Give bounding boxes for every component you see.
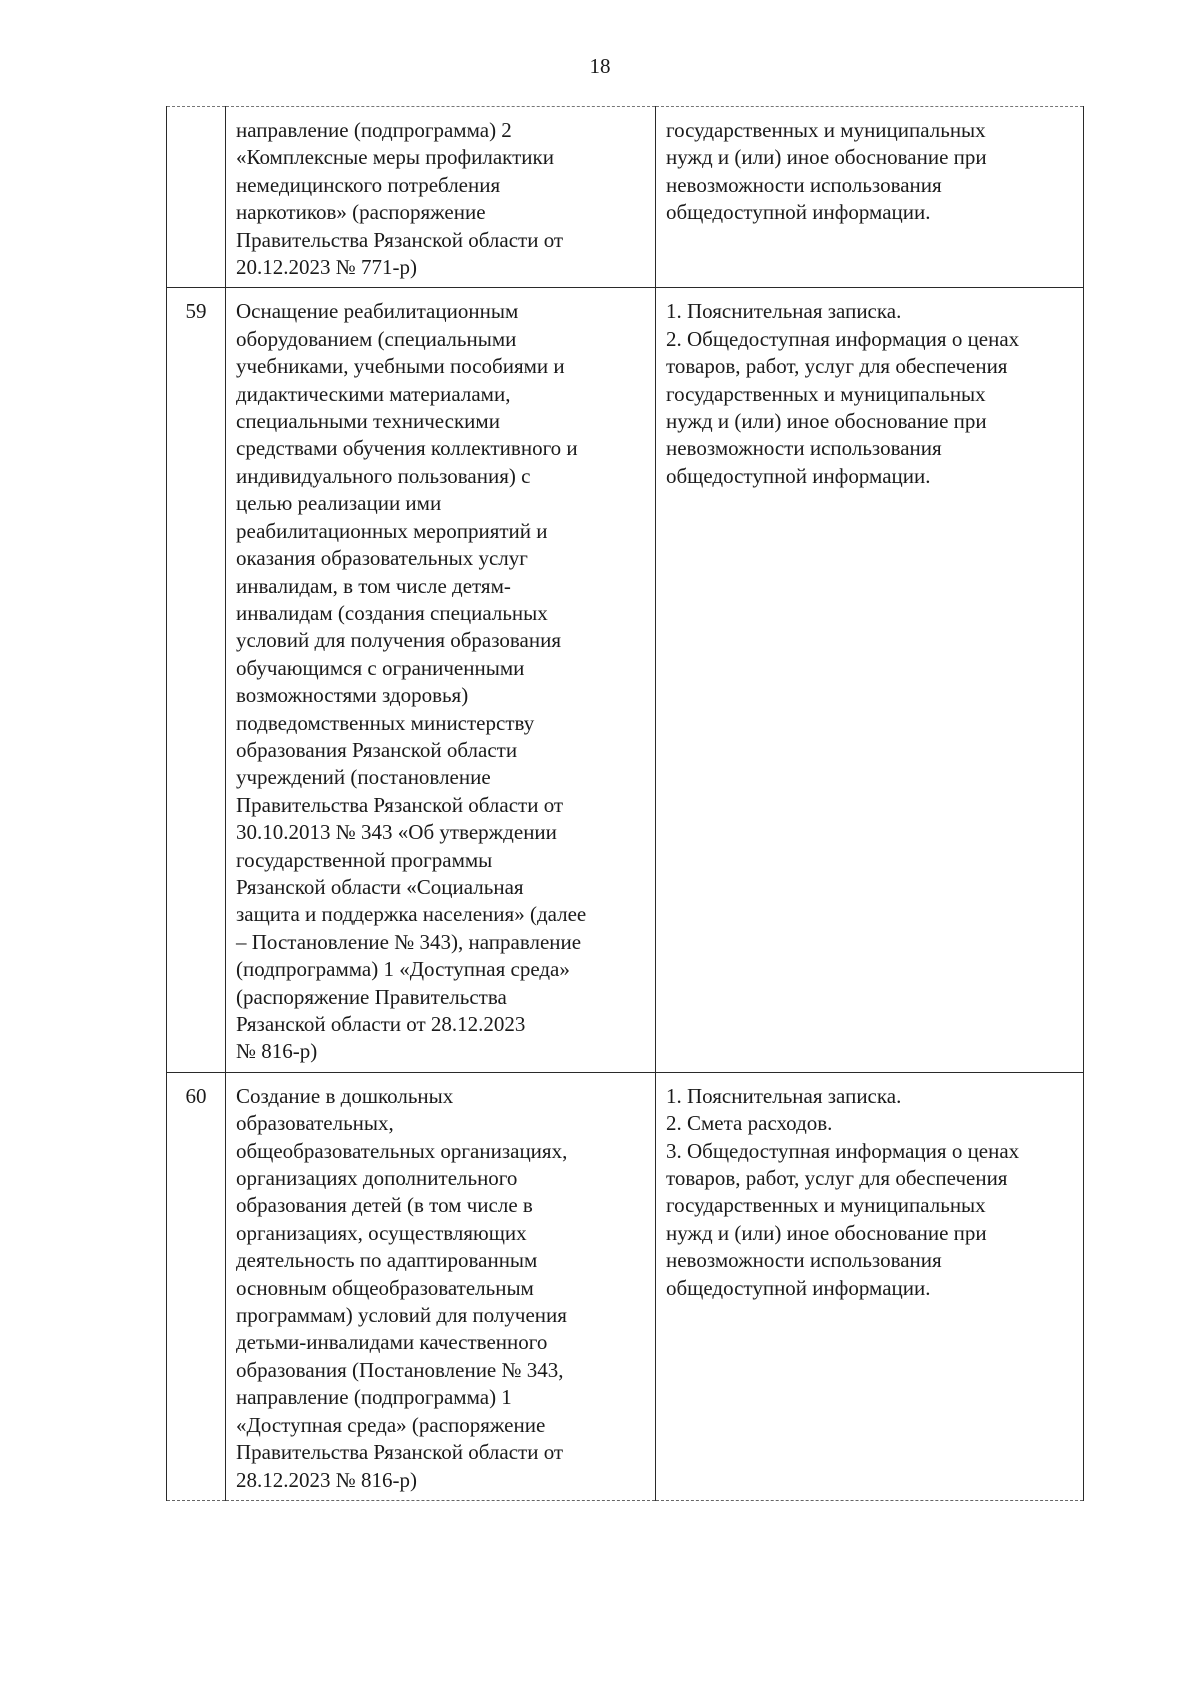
measure-name-line: средствами обучения коллективного и <box>236 436 578 461</box>
documents-line: 3. Общедоступная информация о ценах <box>666 1138 1020 1163</box>
measure-name-line: образования Рязанской области <box>236 737 518 762</box>
measure-name-line: Рязанской области от 28.12.2023 <box>236 1012 526 1036</box>
measure-name-line: основным общеобразовательным <box>236 1275 534 1300</box>
measure-name-line: образовательных, <box>236 1111 394 1136</box>
documents-cell <box>656 288 1084 1072</box>
documents-line: невозможности использования <box>666 1248 942 1273</box>
documents-line: государственных и муниципальных <box>666 381 986 406</box>
measure-name-line: детьми-инвалидами качественного <box>236 1330 548 1355</box>
row-number: 59 <box>167 288 226 1072</box>
documents-line: 2. Общедоступная информация о ценах <box>666 326 1020 351</box>
measure-name-line: деятельность по адаптированным <box>236 1248 538 1273</box>
documents-cell <box>656 1072 1084 1500</box>
measure-name-line: (подпрограмма) 1 «Доступная среда» <box>236 957 570 982</box>
measure-name-line: дидактическими материалами, <box>236 381 511 406</box>
documents-line: невозможности использования <box>666 172 942 197</box>
measure-name-line: индивидуального пользования) с <box>236 463 531 488</box>
measure-name-line: учебниками, учебными пособиями и <box>236 354 565 379</box>
documents-line: товаров, работ, услуг для обеспечения <box>666 1166 1008 1191</box>
measure-name-line: оборудованием (специальными <box>236 326 517 351</box>
measure-name-line: возможностями здоровья) <box>236 683 469 708</box>
measure-name-line: наркотиков» (распоряжение <box>236 200 486 225</box>
documents-line: общедоступной информации. <box>666 1275 931 1300</box>
requirements-table <box>166 106 1084 1501</box>
measure-name-line: «Комплексные меры профилактики <box>236 145 554 170</box>
measure-name-line: образования (Постановление № 343, <box>236 1357 564 1382</box>
documents-line: государственных и муниципальных <box>666 1193 986 1218</box>
measure-name-line: 20.12.2023 № 771-р) <box>236 255 418 280</box>
measure-name-line: – Постановление № 343), направление <box>236 929 582 954</box>
row-number <box>167 107 226 288</box>
documents-cell <box>656 107 1084 288</box>
measure-name-line: образования детей (в том числе в <box>236 1193 533 1218</box>
measure-name-line: 30.10.2013 № 343 «Об утверждении <box>236 820 557 845</box>
documents-line: нужд и (или) иное обоснование при <box>666 145 987 170</box>
measure-name-line: условий для получения образования <box>236 628 561 653</box>
measure-name-line: общеобразовательных организациях, <box>236 1138 568 1163</box>
documents-line: 1. Пояснительная записка. <box>666 299 902 324</box>
measure-name-line: Оснащение реабилитационным <box>236 299 519 324</box>
measure-name-line: № 816-р) <box>236 1039 318 1064</box>
measure-name-line: государственной программы <box>236 847 493 872</box>
documents-line: нужд и (или) иное обоснование при <box>666 1220 987 1245</box>
documents-line: государственных и муниципальных <box>666 118 986 142</box>
measure-name-line: реабилитационных мероприятий и <box>236 518 548 543</box>
table-row <box>167 288 1084 1072</box>
measure-name-line: Рязанской области «Социальная <box>236 874 524 899</box>
measure-name-line: организациях, осуществляющих <box>236 1220 527 1245</box>
measure-name-line: инвалидам, в том числе детям- <box>236 573 511 598</box>
table-row <box>167 107 1084 288</box>
measure-name-line: «Доступная среда» (распоряжение <box>236 1412 546 1437</box>
measure-name-line: организациях дополнительного <box>236 1166 518 1191</box>
measure-name-line: оказания образовательных услуг <box>236 546 528 571</box>
measure-name-line: специальными техническими <box>236 409 500 434</box>
measure-name-line: учреждений (постановление <box>236 765 491 790</box>
measure-name-cell <box>226 288 656 1072</box>
documents-line: невозможности использования <box>666 436 942 461</box>
measure-name-line: направление (подпрограмма) 2 <box>236 118 512 142</box>
measure-name-line: Правительства Рязанской области от <box>236 1440 564 1465</box>
measure-name-line: (распоряжение Правительства <box>236 984 507 1009</box>
documents-line: 2. Смета расходов. <box>666 1111 833 1136</box>
measure-name-line: Создание в дошкольных <box>236 1083 454 1108</box>
measure-name-line: подведомственных министерству <box>236 710 535 735</box>
documents-line: общедоступной информации. <box>666 463 931 488</box>
measure-name-line: защита и поддержка населения» (далее <box>236 902 587 927</box>
measure-name-line: Правительства Рязанской области от <box>236 792 564 817</box>
documents-line: товаров, работ, услуг для обеспечения <box>666 354 1008 379</box>
measure-name-line: немедицинского потребления <box>236 172 501 197</box>
documents-line: общедоступной информации. <box>666 200 931 225</box>
row-number: 60 <box>167 1072 226 1500</box>
measure-name-line: Правительства Рязанской области от <box>236 227 564 252</box>
measure-name-line: программам) условий для получения <box>236 1303 567 1328</box>
documents-line: 1. Пояснительная записка. <box>666 1083 902 1108</box>
table-row <box>167 1072 1084 1500</box>
measure-name-line: направление (подпрограмма) 1 <box>236 1385 512 1410</box>
measure-name-line: целью реализации ими <box>236 491 442 516</box>
measure-name-line: обучающимся с ограниченными <box>236 655 525 680</box>
measure-name-cell <box>226 107 656 288</box>
page-number: 18 <box>589 54 611 78</box>
measure-name-line: 28.12.2023 № 816-р) <box>236 1467 418 1492</box>
measure-name-line: инвалидам (создания специальных <box>236 600 548 625</box>
documents-line: нужд и (или) иное обоснование при <box>666 409 987 434</box>
measure-name-cell <box>226 1072 656 1500</box>
